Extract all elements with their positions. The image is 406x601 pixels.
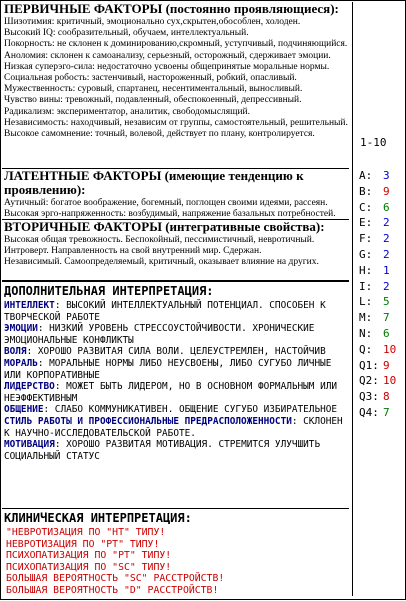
scale-value: 10: [383, 342, 397, 356]
primary-line: Высокое самомнение: точный, волевой, действует по плану, контролируется.: [4, 129, 315, 140]
clinical-line: БОЛЬШАЯ ВЕРОЯТНОСТЬ "SC" РАССТРОЙСТВ!: [6, 573, 225, 584]
scale-label: H:: [359, 263, 373, 277]
scale-label: Q3:: [359, 390, 379, 404]
scale-value: 2: [383, 279, 390, 293]
interp-item: [4, 381, 349, 404]
scale-label: E:: [359, 216, 373, 230]
scale-list: [359, 168, 396, 421]
scale-value: 2: [383, 232, 390, 246]
secondary-line: Независимый. Самоопределяемый, критичный, оказывает влияние на других.: [4, 257, 319, 268]
scale-value: 2: [383, 216, 390, 230]
interp-text: : ХОРОШО РАЗВИТАЯ СИЛА ВОЛИ. ЦЕЛЕУСТРЕМЛЕН, НАСТОЙЧИВ: [26, 346, 326, 358]
scale-label: A:: [359, 169, 373, 182]
clinical-interpretation-section: [2, 511, 349, 601]
primary-factors-section: [2, 2, 349, 169]
interp-item: [4, 300, 349, 323]
scale-row: [359, 184, 396, 200]
interp-text: : СЛАБО КОММУНИКАТИВЕН. ОБЩЕНИЕ СУГУБО ИЗБИРАТЕЛЬНОЕ: [43, 404, 338, 416]
scale-row: [359, 247, 396, 263]
scale-row: [359, 279, 396, 295]
scale-value: 2: [383, 247, 390, 261]
primary-line: Покорность: не склонен к доминированию,скромный, уступчивый, подчиняющийся.: [4, 39, 348, 50]
scale-label: M:: [359, 311, 373, 325]
scale-row: [359, 310, 396, 326]
interp-key: СТИЛЬ РАБОТЫ И ПРОФЕССИОНАЛЬНЫЕ ПРЕДРАСПОЛОЖЕННОСТИ: [4, 415, 292, 427]
latent-line: Аутичный: богатое воображение, богемный, поглощен своими идеями, рассеян.: [4, 198, 328, 208]
report-main: [2, 2, 349, 601]
interp-key: ЛИДЕРСТВО: [4, 381, 55, 393]
primary-line: Мужественность: суровый, спартанец, несентиментальный, выносливый.: [4, 84, 303, 95]
primary-line: Шизотимия: критичный, эмоционально сух,скрытен,обособлен, холоден.: [4, 17, 301, 27]
scale-row: [359, 263, 396, 279]
interp-text: : ХОРОШО РАЗВИТАЯ МОТИВАЦИЯ. СТРЕМИТСЯ УЛУЧШИТЬ СОЦИАЛЬНЫЙ СТАТУС: [4, 439, 321, 462]
scale-row: [359, 294, 396, 310]
interp-item: [4, 346, 349, 358]
interp-item: [4, 416, 349, 439]
interp-key: ЭМОЦИИ: [4, 323, 38, 335]
interp-text: : СКЛОНЕН К НАУЧНО-ИССЛЕДОВАТЕЛЬСКОЙ РАБОТЕ.: [4, 415, 343, 439]
interp-text: : ВЫСОКИЙ ИНТЕЛЛЕКТУАЛЬНЫЙ ПОТЕНЦИАЛ. СПОСОБЕН К ТВОРЧЕСКОЙ РАБОТЕ: [4, 300, 326, 323]
scale-row: [359, 405, 396, 421]
clinical-line: НЕВРОТИЗАЦИЯ ПО "РТ" ТИПУ!: [6, 538, 160, 550]
primary-line: Высокий IQ: сообразительный, обучаем, интеллектуальный.: [4, 28, 249, 39]
interp-key: ОБЩЕНИЕ: [4, 404, 44, 416]
scale-value: 6: [383, 200, 390, 214]
scale-row: [359, 168, 396, 184]
scale-value: 9: [383, 184, 390, 198]
interp-item: [4, 404, 349, 416]
clinical-line: "НЕВРОТИЗАЦИЯ ПО "НТ" ТИПУ!: [6, 527, 166, 538]
primary-line: Независимость: находчивый, независим от группы, самостоятельный, решительный.: [4, 117, 348, 128]
interp-text: : МОЖЕТ БЫТЬ ЛИДЕРОМ, НО В ОСНОВНОМ ФОРМАЛЬНЫМ ИЛИ НЕЭФФЕКТИВНЫМ: [4, 381, 338, 404]
latent-factors-title: ЛАТЕНТНЫЕ ФАКТОРЫ (имеющие тенденцию к проявлению):: [4, 168, 304, 197]
scale-value: 6: [383, 326, 390, 340]
interp-item: [4, 358, 349, 381]
scale-value: 5: [383, 295, 390, 309]
primary-factors-title: ПЕРВИЧНЫЕ ФАКТОРЫ (постоянно проявляющиеся):: [4, 1, 339, 16]
scale-label: Q2:: [359, 374, 379, 388]
primary-line: Аноломия: склонен к самоанализу, серьезный, осторожный, сдерживает эмоции.: [4, 50, 331, 61]
secondary-factors-title: ВТОРИЧНЫЕ ФАКТОРЫ (интегративные свойства):: [4, 219, 325, 234]
additional-interpretation-section: [2, 281, 349, 509]
scale-range-label: 1-10: [360, 136, 387, 149]
scale-label: I:: [359, 279, 373, 293]
scale-panel: [352, 2, 405, 596]
scale-row: [359, 342, 396, 358]
scale-label: B:: [359, 184, 373, 198]
latent-line: Высокая эрго-напряженность: возбудимый, напряжение базальных потребностей.: [4, 209, 336, 220]
scale-row: [359, 231, 396, 247]
secondary-line: Интроверт. Направленность на свой внутренний мир. Сдержан.: [4, 246, 262, 257]
secondary-factors-section: [2, 220, 349, 281]
scale-row: [359, 326, 396, 342]
scale-row: [359, 389, 396, 405]
clinical-line: БОЛЬШАЯ ВЕРОЯТНОСТЬ "D" РАССТРОЙСТВ!: [6, 584, 219, 596]
scale-value: 1: [383, 263, 390, 277]
primary-line: Социальная робость: застенчивый, настороженный, робкий, опасливый.: [4, 73, 297, 84]
scale-label: Q4:: [359, 405, 379, 419]
interp-item: [4, 323, 349, 346]
scale-value: 7: [383, 311, 390, 325]
interp-text: : НИЗКИЙ УРОВЕНЬ СТРЕССОУСТОЙЧИВОСТИ. ХРОНИЧЕСКИЕ ЭМОЦИОНАЛЬНЫЕ КОНФЛИКТЫ: [4, 323, 315, 346]
clinical-line: ПСИХОПАТИЗАЦИЯ ПО "SC" ТИПУ!: [6, 561, 172, 573]
scale-row: [359, 215, 396, 231]
clinical-line: ПСИХОПАТИЗАЦИЯ ПО "РТ" ТИПУ!: [6, 550, 172, 561]
interp-key: ВОЛЯ: [4, 346, 27, 358]
primary-line: Радикализм: экспериментатор, аналитик, свободомыслящий.: [4, 106, 250, 117]
interp-key: ИНТЕЛЛЕКТ: [4, 300, 55, 311]
primary-line: Чувство вины: тревожный, подавленный, обеспокоенный, депрессивный.: [4, 95, 302, 106]
scale-label: F:: [359, 232, 373, 246]
interp-text: : МОРАЛЬНЫЕ НОРМЫ ЛИБО НЕУСВОЕНЫ, ЛИБО СУГУБО ЛИЧНЫЕ ИЛИ КОРПОРАТИВНЫЕ: [4, 357, 332, 381]
scale-row: [359, 373, 396, 389]
scale-row: [359, 358, 396, 374]
latent-factors-section: [2, 169, 349, 220]
clinical-interpretation-title: КЛИНИЧЕСКАЯ ИНТЕРПРЕТАЦИЯ:: [4, 511, 192, 525]
scale-value: 10: [383, 374, 397, 388]
scale-value: 8: [383, 390, 390, 404]
scale-label: G:: [359, 247, 373, 261]
scale-label: C:: [359, 200, 373, 214]
scale-value: 9: [383, 358, 390, 372]
scale-label: Q:: [359, 342, 373, 356]
scale-label: N:: [359, 326, 373, 340]
secondary-line: Высокая общая тревожность. Беспокойный, пессимистичный, невротичный.: [4, 235, 315, 245]
interp-item: [4, 439, 349, 462]
scale-row: [359, 200, 396, 216]
interp-key: МОТИВАЦИЯ: [4, 439, 55, 451]
additional-interpretation-title: ДОПОЛНИТЕЛЬНАЯ ИНТЕРПРЕТАЦИЯ:: [4, 284, 214, 298]
scale-value: 7: [383, 405, 390, 419]
scale-label: L:: [359, 295, 373, 309]
scale-label: Q1:: [359, 358, 379, 372]
interp-key: МОРАЛЬ: [4, 357, 38, 369]
primary-line: Низкая суперэго-сила: недостаточно усвоены общепринятые моральные нормы.: [4, 61, 330, 72]
scale-value: 3: [383, 169, 390, 182]
